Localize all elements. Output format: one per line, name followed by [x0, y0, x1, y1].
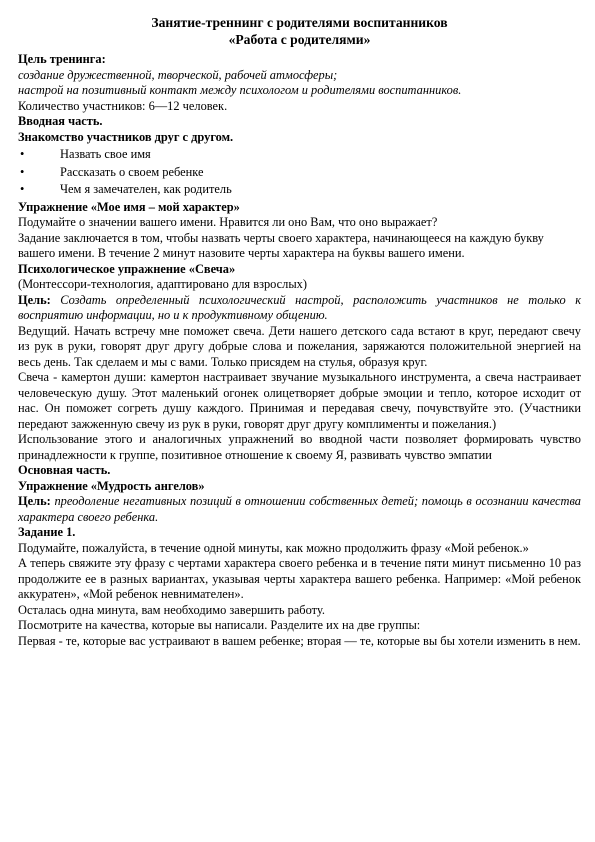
list-item-text: Чем я замечателен, как родитель [60, 182, 232, 196]
exercise-angels-heading: Упражнение «Мудрость ангелов» [18, 478, 205, 493]
bullet-icon: • [20, 182, 25, 196]
list-item [18, 147, 581, 163]
list-item [18, 182, 581, 198]
goal-heading: Цель тренинга: [18, 52, 106, 66]
task-paragraph4: Посмотрите на качества, которые вы написали. Разделите их на две группы: [18, 618, 421, 632]
exercise-candle-goal [18, 293, 581, 324]
list-item-text: Рассказать о своем ребенке [60, 164, 204, 179]
main-heading: Основная часть. [18, 463, 111, 477]
goal-line2: настрой на позитивный контакт между психологом и родителями воспитанников. [18, 83, 462, 97]
goal-text: преодоление негативных позиций в отношении собственных детей; помощь в осознании качества характера своего ребенка. [18, 494, 581, 524]
goal-label: Цель: [18, 494, 51, 508]
goal-line1: создание дружественной, творческой, рабочей атмосферы; [18, 67, 338, 82]
bullet-icon: • [20, 147, 25, 161]
exercise-candle-subtitle: (Монтессори-технология, адаптировано для взрослых) [18, 277, 308, 291]
document-title-line1: Занятие-треннинг с родителями воспитанников [151, 15, 448, 30]
task-paragraph1: Подумайте, пожалуйста, в течение одной минуты, как можно продолжить фразу «Мой ребенок.» [18, 540, 529, 555]
exercise-name-paragraph2: Задание заключается в том, чтобы назвать черты своего характера, начинающееся на каждую букву вашего имени. В течение 2 минут назовите черты характера на буквы вашего имени. [18, 230, 544, 260]
bullet-icon: • [20, 164, 25, 179]
exercise-candle-paragraph3: Использование этого и аналогичных упражнений во вводной части позволяет формировать чувство принадлежности к группе, позитивное отношение к своему Я, развивать чувство эмпатии [18, 432, 581, 462]
list-item [18, 165, 581, 181]
exercise-name-paragraph1: Подумайте о значении вашего имени. Нравится ли оно Вам, что оно выражает? [18, 215, 438, 229]
exercise-candle-heading: Психологическое упражнение «Свеча» [18, 261, 236, 276]
task-paragraph2: А теперь свяжите эту фразу с чертами характера своего ребенка и в течение пяти минут письменно 10 раз продолжите ее в разных вариантах, указывая черты характера вашего ребенка. Например: «Мой ребенок аккуратен», «Мой ребенок невнимателен». [18, 556, 581, 601]
acquaint-heading: Знакомство участников друг с другом. [18, 129, 234, 144]
exercise-candle-paragraph2: Свеча - камертон души: камертон настраивает звучание музыкального инструмента, а свеча настраивает человеческую душу. Этот маленький огонек олицетворяет добрые эмоции и тепло, которое исходит от нас. Он поможет согреть душу каждого. Принимая и передавая свечу, почувствуйте это. (Участники передают зажженную свечу из рук в руки, говорят друг другу комплименты и пожелания.) [18, 370, 581, 431]
task-paragraph5: Первая - те, которые вас устраивают в вашем ребенке; вторая — те, которые вы бы хотели изменить в нем. [18, 633, 581, 648]
participants-count: Количество участников: 6—12 человек. [18, 98, 228, 113]
task-heading: Задание 1. [18, 525, 76, 539]
intro-heading: Вводная часть. [18, 114, 103, 128]
exercise-candle-paragraph1: Ведущий. Начать встречу мне поможет свеча. Дети нашего детского сада встают в круг, передают свечу из рук в руки, говорят друг другу добрые слова и пожелания, заряжаются положительной энергией на весь день. Так сделаем и мы с вами. Только присядем на стулья, образуя круг. [18, 323, 581, 369]
exercise-angels-goal [18, 494, 581, 525]
list-item-text: Назвать свое имя [60, 147, 151, 161]
intro-bullet-list [18, 147, 581, 198]
document-title-line2: «Работа с родителями» [228, 32, 371, 47]
exercise-name-heading: Упражнение «Мое имя – мой характер» [18, 199, 240, 214]
goal-label: Цель: [18, 292, 51, 307]
goal-text: Создать определенный психологический настрой, расположить участников не только к восприятию информации, но и к продуктивному общению. [18, 292, 581, 322]
task-paragraph3: Осталась одна минута, вам необходимо завершить работу. [18, 602, 325, 617]
